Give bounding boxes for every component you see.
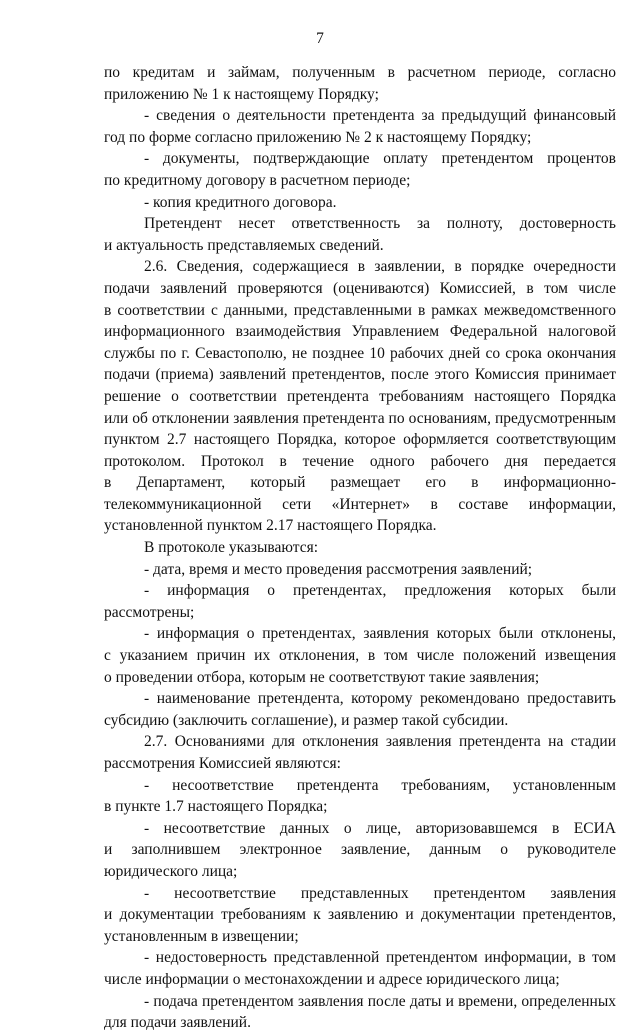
text-line: 2.6. Сведения, содержащиеся в заявлении, в порядке очередности: [144, 258, 616, 276]
text-line: в пункте 1.7 настоящего Порядка;: [104, 798, 328, 816]
text-line: рассмотрены;: [104, 603, 195, 621]
text-line: приложению № 1 к настоящему Порядку;: [104, 85, 379, 103]
text-line: - несоответствие данных о лице, авторизовавшемся в ЕСИА: [144, 819, 616, 837]
text-line: - недостоверность представленной претендентом информации, в том: [144, 949, 616, 967]
text-line: В протоколе указываются:: [144, 539, 319, 557]
text-line: - информация о претендентах, предложения которых были: [144, 582, 616, 600]
text-line: 2.7. Основаниями для отклонения заявления претендента на стадии: [144, 733, 616, 751]
text-line: и актуальность представляемых сведений.: [104, 236, 384, 254]
text-line: подачи заявлений проверяются (оцениваются) Комиссией, в том числе: [104, 279, 616, 297]
text-line: телекоммуникационной сети «Интернет» в составе информации,: [104, 495, 616, 513]
text-line: - сведения о деятельности претендента за предыдущий финансовый: [144, 107, 616, 125]
text-line: службы по г. Севастополю, не позднее 10 рабочих дней со срока окончания: [104, 344, 616, 362]
text-line: подачи (приема) заявлений претендентов, после этого Комиссия принимает: [104, 366, 616, 384]
text-line: по кредитам и займам, полученным в расчетном периоде, согласно: [104, 64, 616, 81]
text-line: в соответствии с данными, представленными в рамках межведомственного: [104, 301, 616, 319]
text-line: и заполнившем электронное заявление, данным о руководителе: [104, 841, 616, 859]
text-line: пунктом 2.7 настоящего Порядка, которое оформляется соответствующим: [104, 431, 616, 449]
text-line: информационного взаимодействия Управлением Федеральной налоговой: [104, 323, 616, 341]
text-line: по кредитному договору в расчетном периоде;: [104, 171, 411, 189]
text-line: юридического лица;: [104, 862, 238, 880]
text-line: протоколом. Протокол в течение одного рабочего дня передается: [104, 452, 616, 470]
page-number: 7: [316, 30, 324, 47]
text-line: - копия кредитного договора.: [144, 193, 337, 211]
text-line: о проведении отбора, которым не соответствуют такие заявления;: [104, 668, 540, 686]
text-line: установленной пунктом 2.17 настоящего Порядка.: [104, 517, 437, 535]
text-line: - несоответствие представленных претендентом заявления: [144, 884, 616, 902]
text-line: в Департамент, который размещает его в информационно-: [104, 474, 616, 492]
text-line: решение о соответствии претендента требованиям настоящего Порядка: [104, 387, 616, 405]
text-line: - подача претендентом заявления после даты и времени, определенных: [144, 992, 616, 1010]
text-line: - несоответствие претендента требованиям, установленным: [144, 776, 616, 794]
text-line: субсидию (заключить соглашение), и размер такой субсидии.: [104, 711, 509, 729]
text-line: - информация о претендентах, заявления которых были отклонены,: [144, 625, 616, 643]
text-line: - документы, подтверждающие оплату претендентом процентов: [144, 150, 616, 168]
document-body: [104, 62, 616, 1034]
text-line: - дата, время и место проведения рассмотрения заявлений;: [144, 560, 533, 578]
text-line: с указанием причин их отклонения, в том числе положений извещения: [104, 647, 616, 665]
text-line: числе информации о местонахождении и адресе юридического лица;: [104, 970, 560, 988]
text-line: для подачи заявлений.: [104, 1014, 251, 1032]
text-line: Претендент несет ответственность за полноту, достоверность: [144, 215, 616, 233]
text-line: год по форме согласно приложению № 2 к настоящему Порядку;: [104, 128, 532, 146]
text-line: установленным в извещении;: [104, 927, 299, 945]
text-line: и документации требованиям к заявлению и документации претендентов,: [104, 906, 616, 924]
text-line: рассмотрения Комиссией являются:: [104, 755, 341, 772]
text-line: или об отклонении заявления претендента по основаниям, предусмотренным: [104, 409, 616, 427]
text-line: - наименование претендента, которому рекомендовано предоставить: [144, 690, 616, 708]
